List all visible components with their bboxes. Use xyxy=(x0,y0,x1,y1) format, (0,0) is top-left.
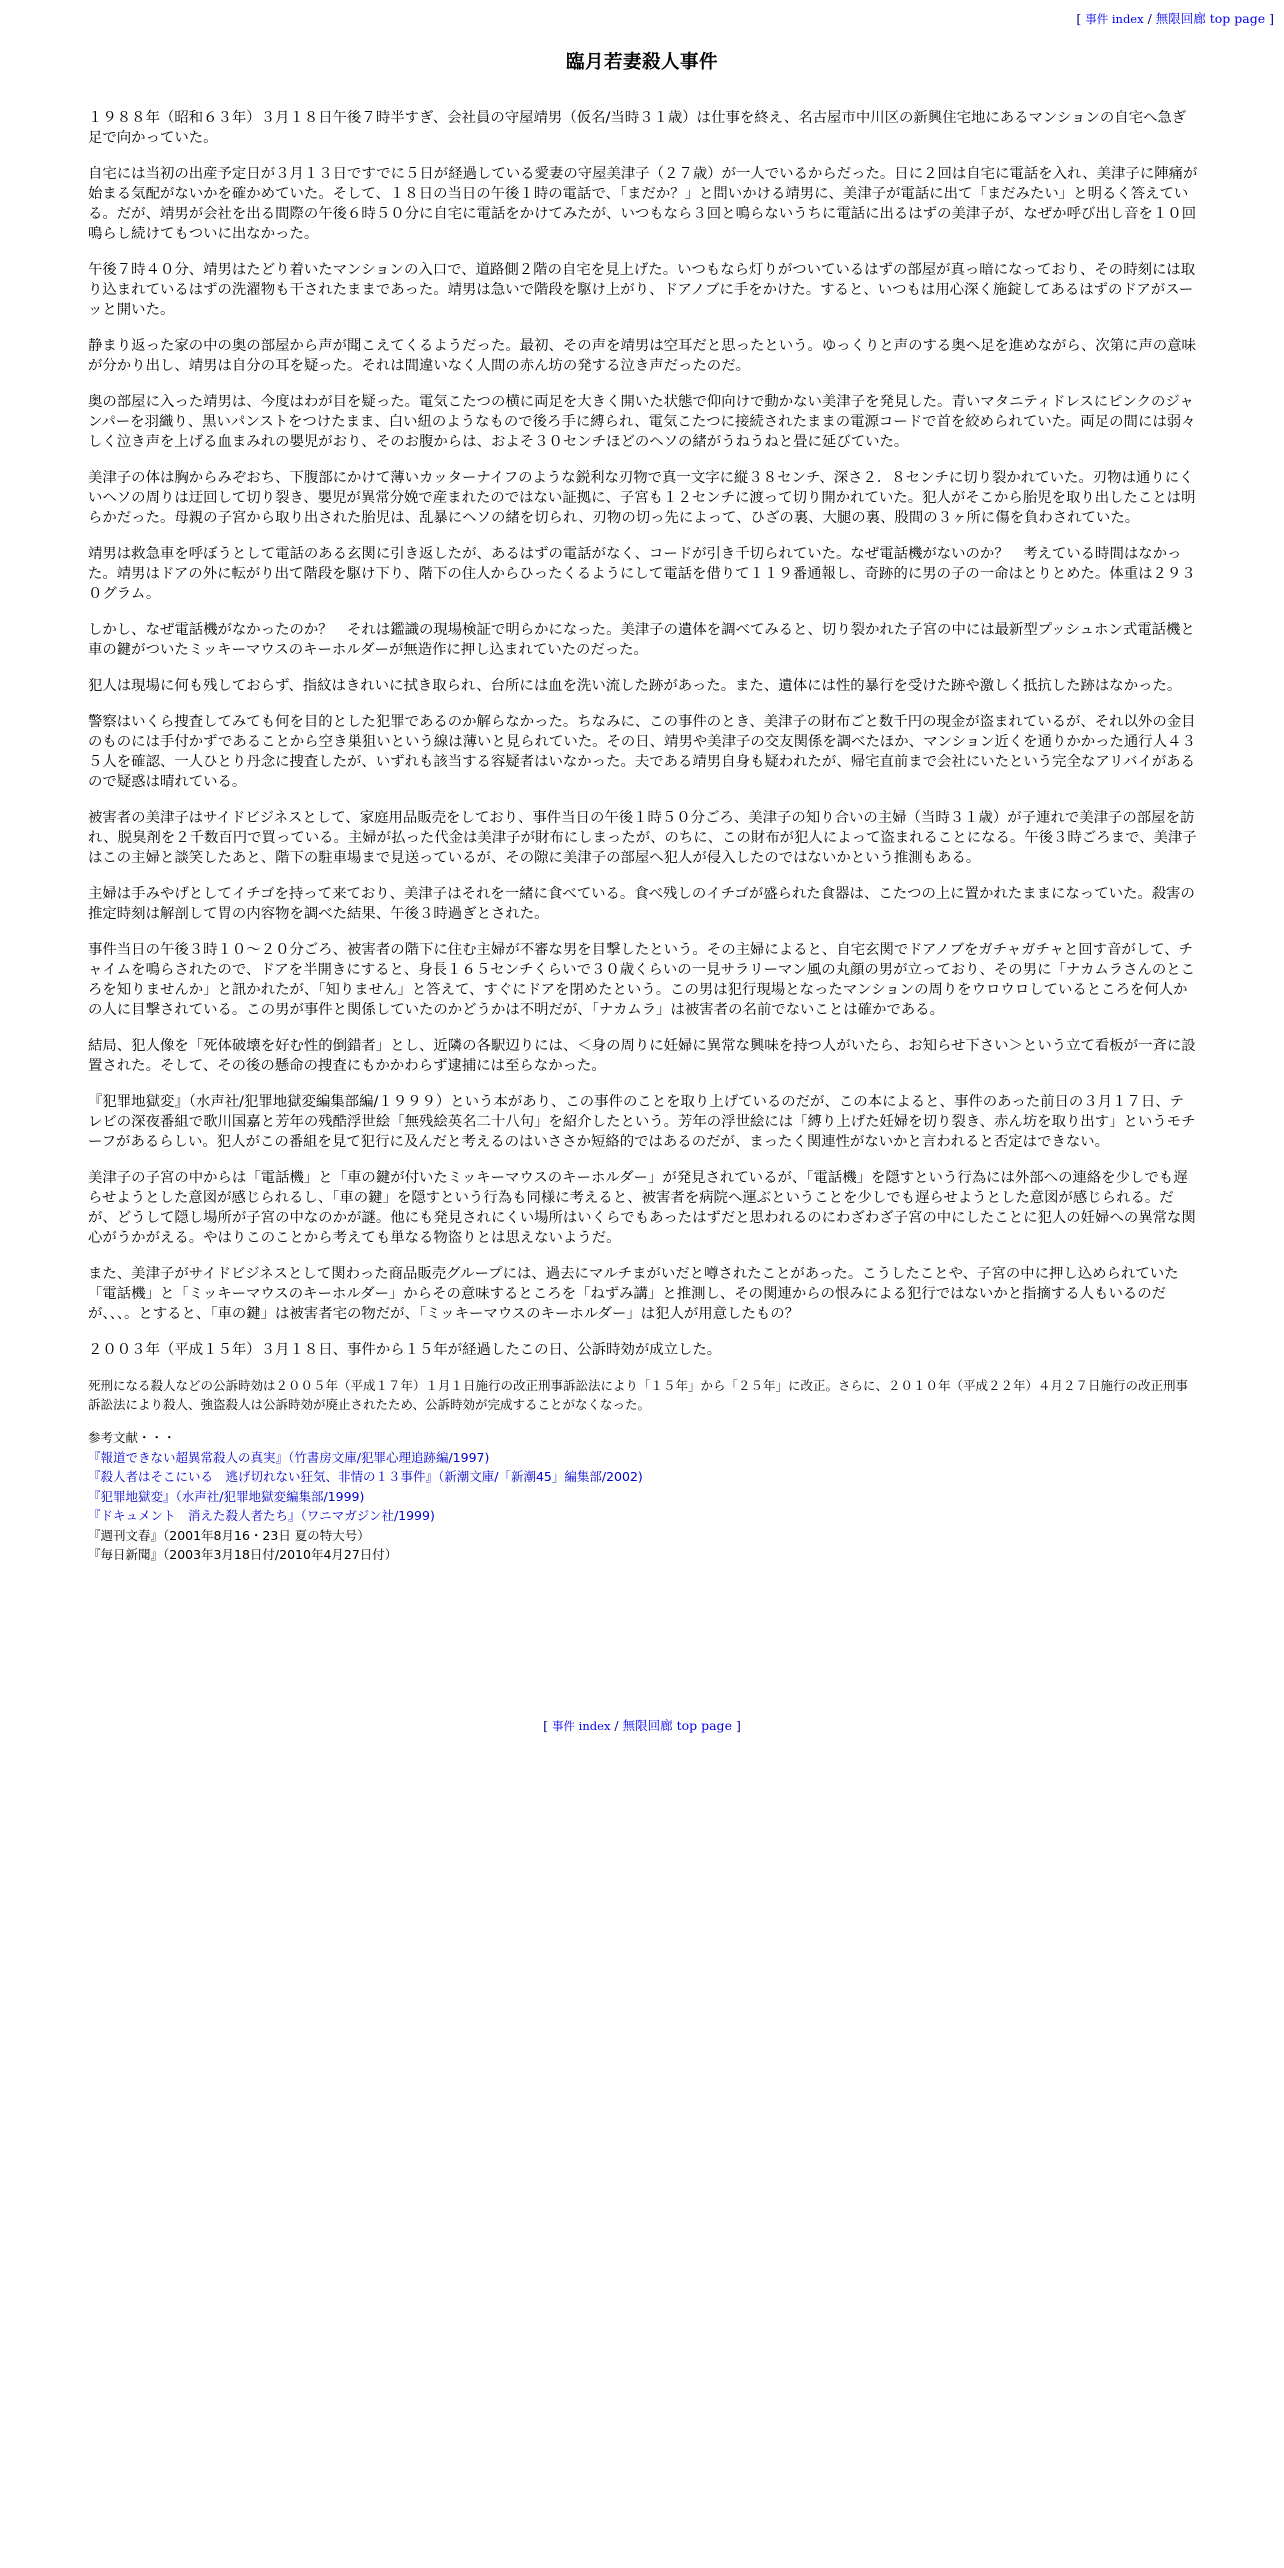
article-paragraph: 奥の部屋に入った靖男は、今度はわが目を疑った。電気こたつの横に両足を大きく開いた状態で仰向けで動かない美津子を発見した。青いマタニティドレスにピンクのジャンパーを羽織り、黒いパンストをつけたまま、白い紐のようなもので後ろ手に縛られ、電気こたつに接続されたままの電源コードで首を絞められていた。両足の間には弱々しく泣き声を上げる血まみれの嬰児がおり、そのお腹からは、およそ３０センチほどのヘソの緒がうねうねと畳に延びていた。 xyxy=(88,394,1196,450)
article-body xyxy=(88,108,1198,1565)
nav-bracket-close: ] xyxy=(1265,11,1274,26)
nav-bracket-open: [ xyxy=(1076,11,1086,26)
article-paragraph: 事件当日の午後３時１０～２０分ごろ、被害者の階下に住む主婦が不審な男を目撃したという。その主婦によると、自宅玄関でドアノブをガチャガチャと回す音がして、チャイムを鳴らされたので、ドアを半開きにすると、身長１６５センチくらいで３０歳くらいの一見サラリーマン風の丸顔の男が立っており、その男に「ナカムラさんのところを知りませんか」と訊かれたが、「知りません」と答えて、すぐにドアを閉めたという。この男は犯行現場となったマンションの周りをウロウロしているところを何人かの人に目撃されている。この男が事件と関係していたのかどうかは不明だが、「ナカムラ」は被害者の名前でないことは確かである。 xyxy=(88,942,1196,1018)
incident-index-link[interactable]: 事件 index xyxy=(552,1719,611,1733)
article-paragraph: 結局、犯人像を「死体破壊を好む性的倒錯者」とし、近隣の各駅辺りには、＜身の周りに妊婦に異常な興味を持つ人がいたら、お知らせ下さい＞という立て看板が一斉に設置された。そして、その後の懸命の捜査にもかかわらず逮捕には至らなかった。 xyxy=(88,1038,1196,1074)
article-paragraph: 主婦は手みやげとしてイチゴを持って来ており、美津子はそれを一緒に食べている。食べ残しのイチゴが盛られた食器は、こたつの上に置かれたままになっていた。殺害の推定時刻は解剖して胃の内容物を調べた結果、午後３時過ぎとされた。 xyxy=(88,886,1195,922)
article-paragraph: 美津子の子宮の中からは「電話機」と「車の鍵が付いたミッキーマウスのキーホルダー」が発見されているが、「電話機」を隠すという行為には外部への連絡を少しでも遅らせようとした意図が感じられるし、「車の鍵」を隠すという行為も同様に考えると、被害者を病院へ運ぶということを少しでも遅らせようとした意図が感じられる。だが、どうして隠し場所が子宮の中なのかが謎。他にも発見されにくい場所はいくらでもあったはずだと思われるのにわざわざ子宮の中にしたことに犯人の妊婦への異常な関心がうかがえる。やはりこのことから考えても単なる物盗りとは思えないようだ。 xyxy=(88,1170,1196,1246)
article-paragraph: ２００３年（平成１５年）３月１８日、事件から１５年が経過したこの日、公訴時効が成立した。 xyxy=(88,1342,722,1358)
references xyxy=(88,1428,1198,1565)
article-paragraph: 警察はいくら捜査してみても何を目的とした犯罪であるのか解らなかった。ちなみに、この事件のとき、美津子の財布ごと数千円の現金が盗まれているが、それ以外の金目のものには手付かずであることから空き巣狙いという線は薄いと見られていた。その日、靖男や美津子の交友関係を調べたほか、マンション近くを通りかかった通行人４３５人を確認、一人ひとり丹念に捜査したが、いずれも該当する容疑者はいなかった。夫である靖男自身も疑われたが、帰宅直前まで会社にいたという完全なアリバイがあるので疑惑は晴れている。 xyxy=(88,714,1196,790)
reference-link[interactable]: 『報道できない超異常殺人の真実』（竹書房文庫/犯罪心理追跡編/1997) xyxy=(88,1449,490,1465)
nav-separator: / xyxy=(610,1718,623,1733)
top-page-link[interactable]: 無限回廊 top page xyxy=(1155,11,1266,26)
article-paragraph: 午後７時４０分、靖男はたどり着いたマンションの入口で、道路側２階の自宅を見上げた。いつもなら灯りがついているはずの部屋が真っ暗になっており、その時刻には取り込まれているはずの洗濯物も干されたままであった。靖男は急いで階段を駆け上がり、ドアノブに手をかけた。すると、いつもは用心深く施錠してあるはずのドアがスーッと開いた。 xyxy=(88,262,1196,318)
article-paragraph: 靖男は救急車を呼ぼうとして電話のある玄関に引き返したが、あるはずの電話がなく、コードが引き千切られていた。なぜ電話機がないのか？ 考えている時間はなかった。靖男はドアの外に転がり出て階段を駆け下り、階下の住人からひったくるようにして電話を借りて１１９番通報し、奇跡的に男の子の一命はとりとめた。体重は２９３０グラム。 xyxy=(88,546,1196,602)
reference-link[interactable]: 『殺人者はそこにいる 逃げ切れない狂気、非情の１３事件』（新潮文庫/「新潮45」編集部/2002) xyxy=(88,1469,643,1484)
nav-bracket-open: [ xyxy=(543,1718,553,1733)
reference-link[interactable]: 『ドキュメント 消えた殺人者たち』（ワニマガジン社/1999) xyxy=(88,1508,435,1523)
nav-separator: / xyxy=(1143,11,1156,26)
reference-link[interactable]: 『犯罪地獄変』（水声社/犯罪地獄変編集部/1999) xyxy=(88,1488,365,1504)
incident-index-link[interactable]: 事件 index xyxy=(1085,12,1144,26)
page-title: 臨月若妻殺人事件 xyxy=(565,52,718,73)
article-paragraph: 犯人は現場に何も残しておらず、指紋はきれいに拭き取られ、台所には血を洗い流した跡があった。また、遺体には性的暴行を受けた跡や激しく抵抗した跡はなかった。 xyxy=(88,678,1182,694)
article-paragraph: １９８８年（昭和６３年）３月１８日午後７時半すぎ、会社員の守屋靖男（仮名/当時３１歳）は仕事を終え、名古屋市中川区の新興住宅地にあるマンションの自宅へ急ぎ足で向かっていた。 xyxy=(88,110,1187,146)
article-paragraph: 被害者の美津子はサイドビジネスとして、家庭用品販売をしており、事件当日の午後１時５０分ごろ、美津子の知り合いの主婦（当時３１歳）が子連れで美津子の部屋を訪れ、脱臭剤を２千数百円で買っている。主婦が払った代金は美津子が財布にしまったが、のちに、この財布が犯人によって盗まれることになる。午後３時ごろまで、美津子はこの主婦と談笑したあと、階下の駐車場まで見送っているが、その隙に美津子の部屋へ犯人が侵入したのではないかという推測もある。 xyxy=(88,810,1197,866)
top-navigation xyxy=(1076,9,1274,27)
reference-item: 『週刊文春』（2001年8月16・23日 夏の特大号） xyxy=(88,1527,370,1543)
references-heading: 参考文献・・・ xyxy=(88,1430,176,1445)
article-paragraph: また、美津子がサイドビジネスとして関わった商品販売グループには、過去にマルチまがいだと噂されたことがあった。こうしたことや、子宮の中に押し込められていた「電話機」と「ミッキーマウスのキーホルダー」からその意味するところを「ねずみ講」と推測し、その関連からの恨みによる犯行ではないかと指摘する人もいるのだが、、、。とすると、「車の鍵」は被害者宅の物だが、「ミッキーマウスのキーホルダー」は犯人が用意したもの？ xyxy=(88,1266,1179,1322)
article-paragraph: 『犯罪地獄変』（水声社/犯罪地獄変編集部編/１９９９）という本があり、この事件のことを取り上げているのだが、この本によると、事件のあった前日の３月１７日、テレビの深夜番組で歌川国嘉と芳年の残酷浮世絵「無残絵英名二十八句」を紹介したという。芳年の浮世絵には「縛り上げた妊婦を切り裂き、赤ん坊を取り出す」というモチーフがあるらしい。犯人がこの番組を見て犯行に及んだと考えるのはいささか短絡的ではあるのだが、まったく関連性がないかと言われると否定はできない。 xyxy=(88,1094,1196,1150)
top-page-link[interactable]: 無限回廊 top page xyxy=(622,1718,732,1733)
reference-item: 『毎日新聞』（2003年3月18日付/2010年4月27日付） xyxy=(88,1547,398,1562)
references-list xyxy=(88,1448,1198,1565)
statute-note: 死刑になる殺人などの公訴時効は２００５年（平成１７年）１月１日施行の改正刑事訴訟法により「１５年」から「２５年」に改正。さらに、２０１０年（平成２２年）４月２７日施行の改正刑事訴訟法により殺人、強盗殺人は公訴時効が廃止されたため、公訴時効が完成することがなくなった。 xyxy=(88,1378,1189,1412)
article-paragraphs xyxy=(88,108,1198,1360)
article-paragraph: 自宅には当初の出産予定日が３月１３日ですでに５日が経過している愛妻の守屋美津子（２７歳）が一人でいるからだった。日に２回は自宅に電話を入れ、美津子に陣痛が始まる気配がないかを確かめていた。そして、１８日の当日の午後１時の電話で、「まだか？」と問いかける靖男に、美津子が電話に出て「まだみたい」と明るく答えている。だが、靖男が会社を出る間際の午後６時５０分に自宅に電話をかけてみたが、いつもなら３回と鳴らないうちに電話に出るはずの美津子が、なぜか呼び出し音を１０回鳴らし続けてもついに出なかった。 xyxy=(88,166,1198,242)
bottom-navigation xyxy=(0,1716,1284,1734)
article-paragraph: しかし、なぜ電話機がなかったのか？ それは鑑識の現場検証で明らかになった。美津子の遺体を調べてみると、切り裂かれた子宮の中には最新型プッシュホン式電話機と車の鍵がついたミッキーマウスのキーホルダーが無造作に押し込まれていたのだった。 xyxy=(88,622,1195,658)
nav-bracket-close: ] xyxy=(731,1718,741,1733)
article-paragraph: 静まり返った家の中の奥の部屋から声が聞こえてくるようだった。最初、その声を靖男は空耳だと思ったという。ゆっくりと声のする奥へ足を進めながら、次第に声の意味が分かり出し、靖男は自分の耳を疑った。それは間違いなく人間の赤ん坊の発する泣き声だったのだ。 xyxy=(88,338,1196,374)
article-paragraph: 美津子の体は胸からみぞおち、下腹部にかけて薄いカッターナイフのような鋭利な刃物で真一文字に縦３８センチ、深さ２．８センチに切り裂かれていた。刃物は通りにくいヘソの周りは迂回して切り裂き、嬰児が異常分娩で産まれたのではない証拠に、子宮も１２センチに渡って切り開かれていた。犯人がそこから胎児を取り出したことは明らかだった。母親の子宮から取り出された胎児は、乱暴にヘソの緒を切られ、刃物の切っ先によって、ひざの裏、大腿の裏、股間の３ヶ所に傷を負わされていた。 xyxy=(88,470,1196,526)
